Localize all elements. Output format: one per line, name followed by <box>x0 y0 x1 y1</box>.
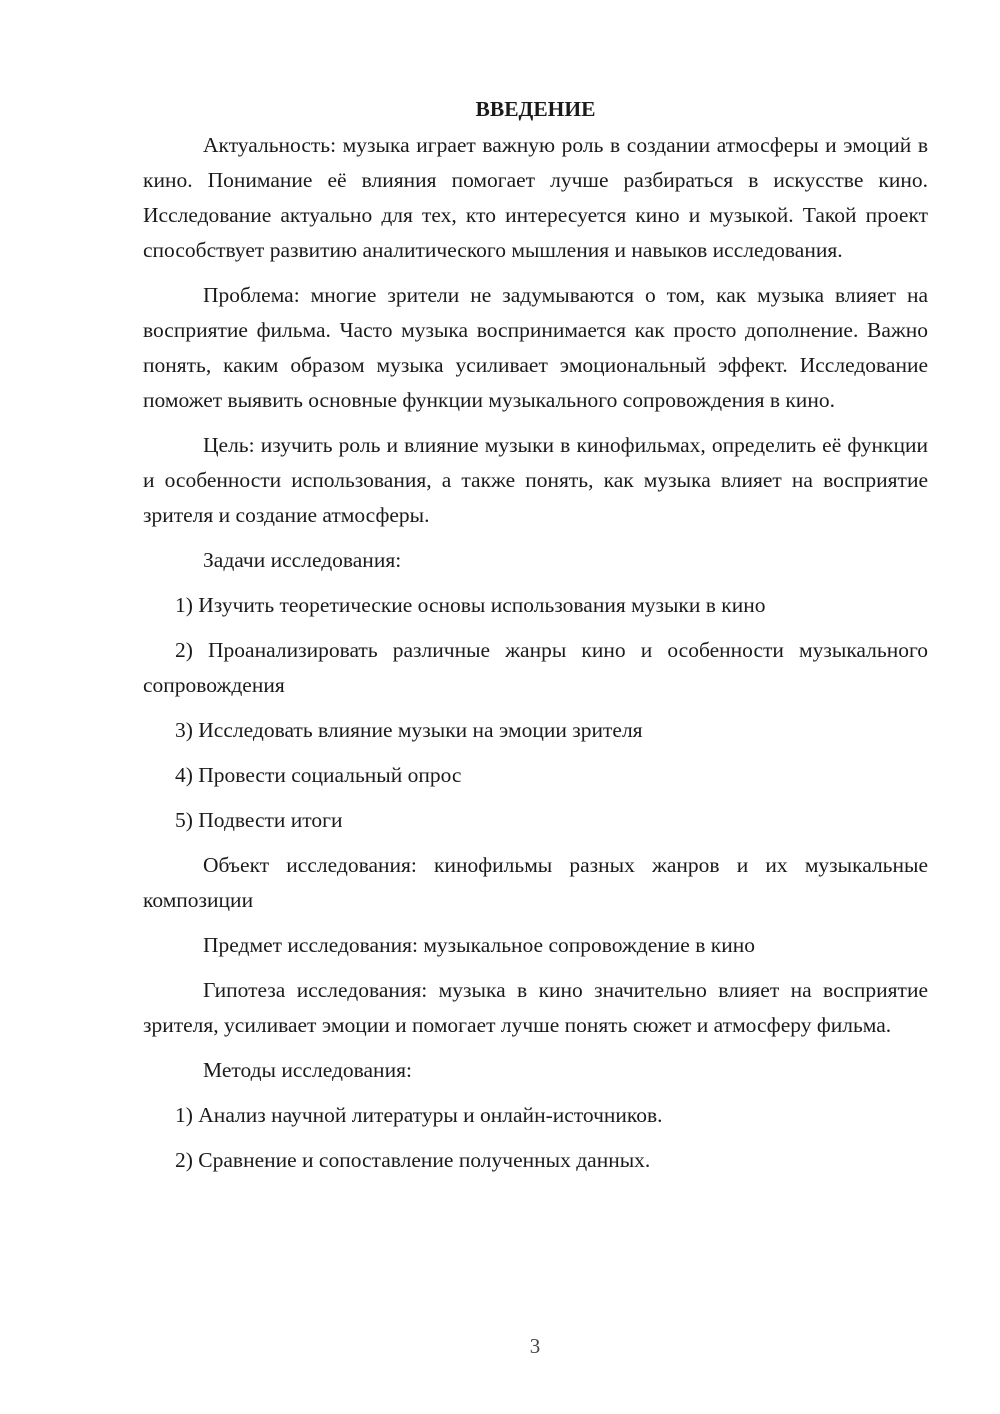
problem-paragraph: Проблема: многие зрители не задумываются о том, как музыка влияет на восприятие фильма. Часто музыка воспринимается как просто дополнение. Важно понять, каким образом музыка усиливает эмоциональный эффект. Исследование поможет выявить основные функции музыкального сопровождения в кино. <box>143 283 928 412</box>
methods-heading: Методы исследования: <box>203 1058 412 1082</box>
task-item-5: 5) Подвести итоги <box>175 808 343 832</box>
method-item-1: 1) Анализ научной литературы и онлайн-источников. <box>175 1103 663 1127</box>
section-title: ВВЕДЕНИЕ <box>475 97 596 121</box>
subject-paragraph: Предмет исследования: музыкальное сопровождение в кино <box>203 933 755 957</box>
page-number: 3 <box>529 1334 541 1358</box>
hypothesis-paragraph: Гипотеза исследования: музыка в кино значительно влияет на восприятие зрителя, усиливает эмоции и помогает лучше понять сюжет и атмосферу фильма. <box>143 978 928 1037</box>
tasks-heading: Задачи исследования: <box>203 548 402 572</box>
object-paragraph: Объект исследования: кинофильмы разных жанров и их музыкальные композиции <box>143 853 928 912</box>
method-item-2: 2) Сравнение и сопоставление полученных данных. <box>175 1148 651 1172</box>
task-item-1: 1) Изучить теоретические основы использования музыки в кино <box>175 593 766 617</box>
task-item-2: 2) Проанализировать различные жанры кино и особенности музыкального сопровождения <box>143 638 928 697</box>
document-page <box>143 92 928 1188</box>
goal-paragraph: Цель: изучить роль и влияние музыки в кинофильмах, определить её функции и особенности использования, а также понять, как музыка влияет на восприятие зрителя и создание атмосферы. <box>143 433 928 527</box>
relevance-paragraph: Актуальность: музыка играет важную роль в создании атмосферы и эмоций в кино. Понимание её влияния помогает лучше разбираться в искусстве кино. Исследование актуально для тех, кто интересуется кино и музыкой. Такой проект способствует развитию аналитического мышления и навыков исследования. <box>143 133 928 262</box>
task-item-4: 4) Провести социальный опрос <box>175 763 462 787</box>
task-item-3: 3) Исследовать влияние музыки на эмоции зрителя <box>175 718 643 742</box>
